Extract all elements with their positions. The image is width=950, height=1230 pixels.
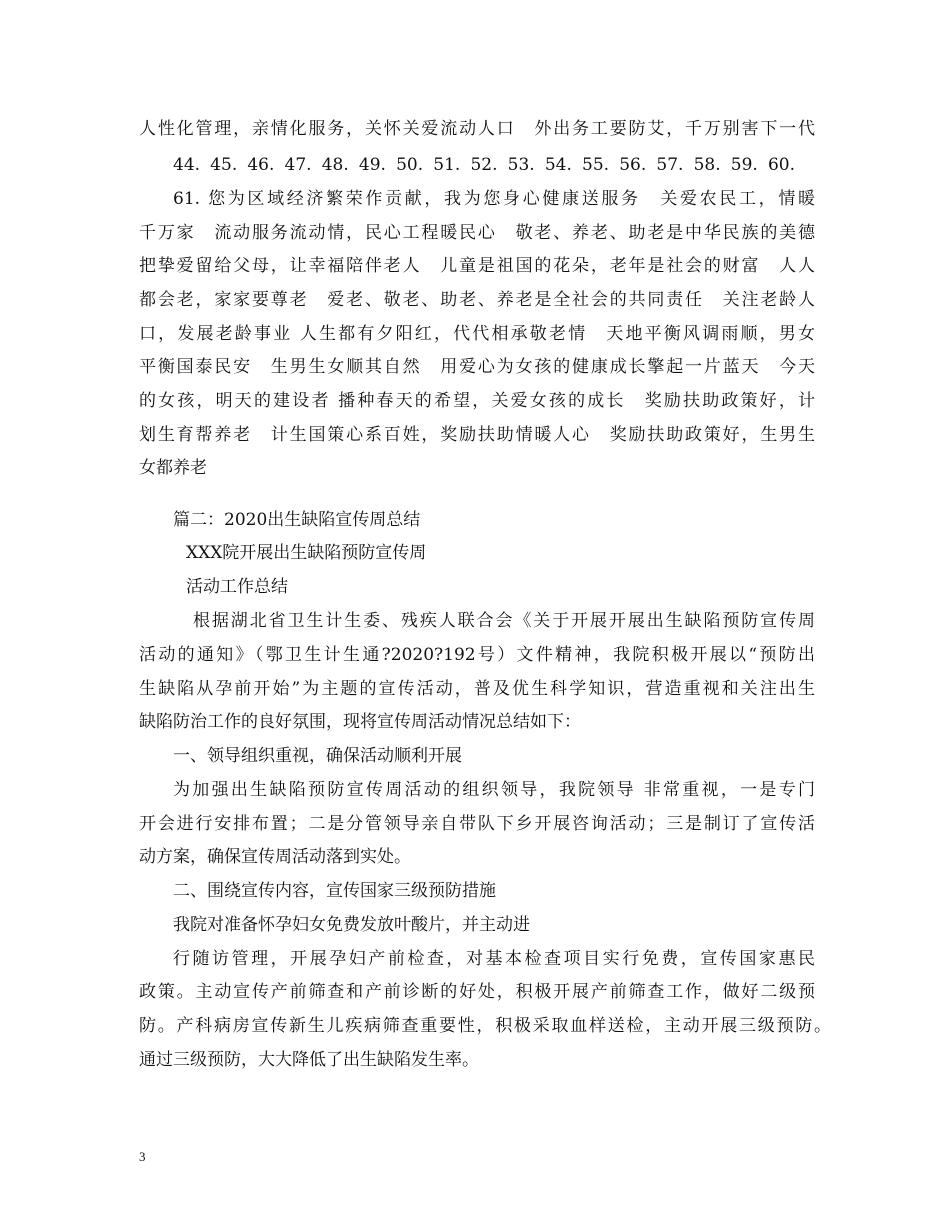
text-line: 人性化管理，亲情化服务，关怀关爱流动人口 外出务工要防艾，千万别害下一代 [139, 119, 815, 139]
text-line: 动方案，确保宣传周活动落到实处。 [139, 847, 411, 867]
text-line: 根据湖北省卫生计生委、残疾人联合会《关于开展开展出生缺陷预防宣传周 [193, 611, 815, 631]
text-line: 政策。主动宣传产前筛查和产前诊断的好处，积极开展产前筛查工作，做好二级预 [139, 982, 815, 1002]
text-line: 口，发展老龄事业 人生都有夕阳红，代代相承敬老情 天地平衡风调雨顺，男女 [139, 324, 815, 344]
text-line: 我院对准备怀孕妇女免费发放叶酸片，并主动进 [173, 915, 530, 935]
text-line: 都会老，家家要尊老 爱老、敬老、助老、养老是全社会的共同责任 关注老龄人 [139, 290, 815, 310]
text-line: 通过三级预防，大大降低了出生缺陷发生率。 [139, 1050, 479, 1070]
document-title: XXX院开展出生缺陷预防宣传周 [186, 543, 427, 563]
text-line: 缺陷防治工作的良好氛围，现将宣传周活动情况总结如下： [139, 712, 581, 732]
text-line: 活动的通知》（鄂卫生计生通?2020?192号）文件精神，我院积极开展以“预防出 [139, 645, 815, 665]
text-line: 女都养老 [139, 458, 207, 478]
text-line: 61. 您为区域经济繁荣作贡献，我为您身心健康送服务 关爱农民工，情暖 [173, 189, 815, 209]
section-heading: 篇二：2020出生缺陷宣传周总结 [173, 510, 421, 530]
text-line: 行随访管理，开展孕妇产前检查，对基本检查项目实行免费，宣传国家惠民 [173, 949, 815, 969]
subsection-heading: 一、领导组织重视，确保活动顺利开展 [173, 746, 462, 766]
text-line: 开会进行安排布置；二是分管领导亲自带队下乡开展咨询活动；三是制订了宣传活 [139, 814, 815, 834]
text-line: 防。产科病房宣传新生儿疾病筛查重要性，积极采取血样送检，主动开展三级预防。 [139, 1016, 831, 1036]
page-number: 3 [139, 1149, 146, 1164]
text-line: 划生育帮养老 计生国策心系百姓，奖励扶助情暖人心 奖励扶助政策好，生男生 [139, 425, 815, 445]
text-line: 把挚爱留给父母，让幸福陪伴老人 儿童是祖国的花朵，老年是社会的财富 人人 [139, 256, 815, 276]
text-line-numbers: 44. 45. 46. 47. 48. 49. 50. 51. 52. 53. 54. 55. 56. 57. 58. 59. 60. [173, 155, 795, 175]
subsection-heading: 二、围绕宣传内容，宣传国家三级预防措施 [173, 881, 496, 901]
text-line: 平衡国泰民安 生男生女顺其自然 用爱心为女孩的健康成长擎起一片蓝天 今天 [139, 357, 815, 377]
document-subtitle: 活动工作总结 [186, 577, 288, 597]
text-line: 的女孩，明天的建设者 播种春天的希望，关爱女孩的成长 奖励扶助政策好，计 [139, 391, 815, 411]
text-line: 为加强出生缺陷预防宣传周活动的组织领导，我院领导 非常重视，一是专门 [173, 780, 815, 800]
text-line: 生缺陷从孕前开始”为主题的宣传活动，普及优生科学知识，营造重视和关注出生 [139, 679, 815, 699]
text-line: 千万家 流动服务流动情，民心工程暖民心 敬老、养老、助老是中华民族的美德 [139, 223, 815, 243]
